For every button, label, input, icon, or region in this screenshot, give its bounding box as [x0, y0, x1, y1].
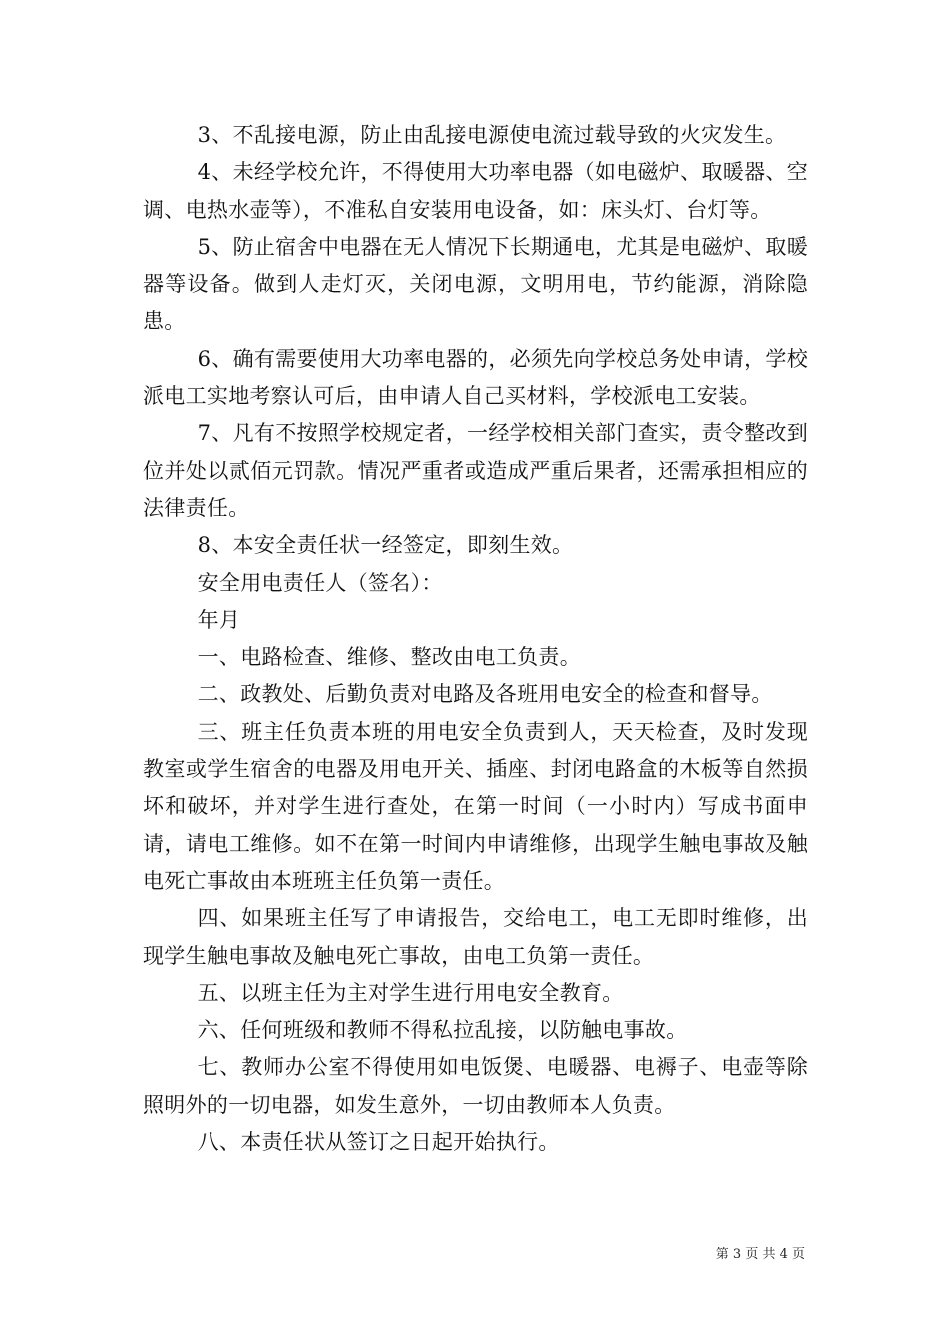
date-line: 年月: [197, 607, 241, 632]
paragraph-item-8: 8、本安全责任状一经签定，即刻生效。: [197, 533, 574, 558]
paragraph-item-5: 5、防止宿舍中电器在无人情况下长期通电，尤其是电磁炉、取暖器等设备。做到人走灯灭，关闭电源，文明用电，节约能源，消除隐患。: [143, 234, 808, 334]
rule-item-7: 七、教师办公室不得使用如电饭煲、电暖器、电褥子、电壶等除照明外的一切电器，如发生意外，一切由教师本人负责。: [143, 1055, 808, 1117]
signature-line: 安全用电责任人（签名）：: [197, 570, 443, 595]
rule-item-4: 四、如果班主任写了申请报告，交给电工，电工无即时维修，出现学生触电事故及触电死亡事故，由电工负第一责任。: [143, 906, 808, 968]
rule-item-2: 二、政教处、后勤负责对电路及各班用电安全的检查和督导。: [197, 682, 773, 707]
document-body: [143, 117, 808, 1161]
rule-item-5: 五、以班主任为主对学生进行用电安全教育。: [197, 980, 624, 1005]
rule-item-3: 三、班主任负责本班的用电安全负责到人，天天检查，及时发现教室或学生宿舍的电器及用电开关、插座、封闭电路盒的木板等自然损坏和破坏，并对学生进行查处，在第一时间（一小时内）写成书面申请，请电工维修。如不在第一时间内申请维修，出现学生触电事故及触电死亡事故由本班班主任负第一责任。: [143, 719, 808, 893]
rule-item-8: 八、本责任状从签订之日起开始执行。: [197, 1130, 560, 1155]
rule-item-1: 一、电路检查、维修、整改由电工负责。: [197, 645, 581, 670]
rule-item-6: 六、任何班级和教师不得私拉乱接，以防触电事故。: [197, 1018, 688, 1043]
paragraph-item-4: 4、未经学校允许，不得使用大功率电器（如电磁炉、取暖器、空调、电热水壶等），不准私自安装用电设备，如：床头灯、台灯等。: [143, 160, 808, 222]
paragraph-item-3: 3、不乱接电源，防止由乱接电源使电流过载导致的火灾发生。: [197, 123, 787, 147]
paragraph-item-6: 6、确有需要使用大功率电器的，必须先向学校总务处申请，学校派电工实地考察认可后，由申请人自己买材料，学校派电工安装。: [143, 346, 808, 409]
page-number-footer: 第 3 页 共 4 页: [715, 1247, 805, 1262]
paragraph-item-7: 7、凡有不按照学校规定者，一经学校相关部门查实，责令整改到位并处以贰佰元罚款。情况严重者或造成严重后果者，还需承担相应的法律责任。: [143, 421, 808, 520]
